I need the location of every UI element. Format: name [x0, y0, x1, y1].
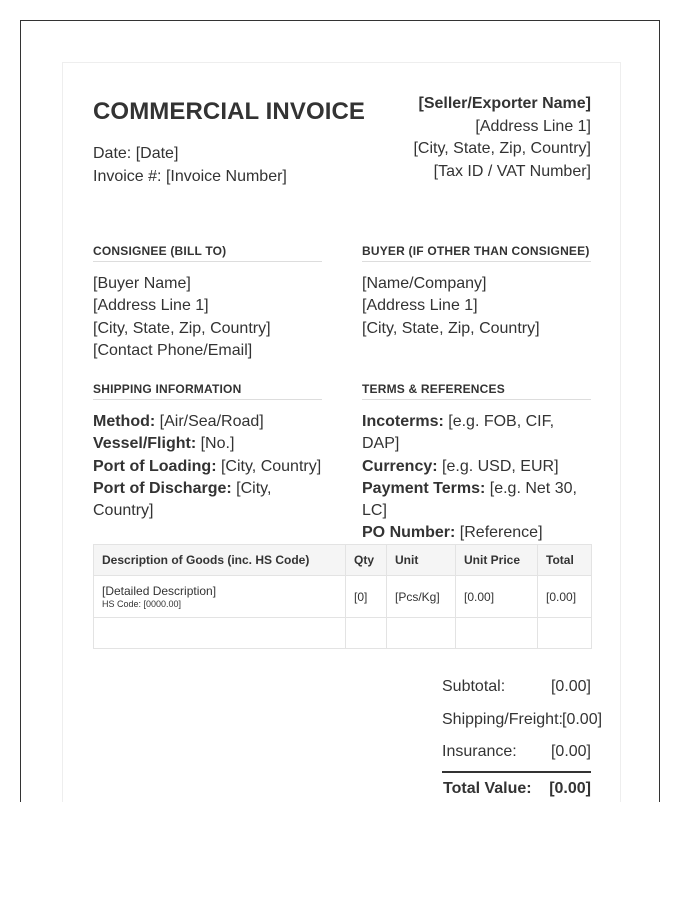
- buyer-line: [City, State, Zip, Country]: [362, 319, 540, 337]
- column-header-description: Description of Goods (inc. HS Code): [94, 545, 346, 576]
- column-header-unit: Unit: [387, 545, 456, 576]
- table-header-row: [94, 545, 592, 576]
- po-value: [Reference]: [459, 524, 543, 542]
- shipping-freight-value: [0.00]: [562, 710, 603, 728]
- seller-address: [Address Line 1]: [475, 117, 591, 135]
- subtotal-label: Subtotal:: [442, 678, 506, 695]
- subtotal-value: [0.00]: [551, 671, 591, 704]
- vessel-label: Vessel/Flight:: [93, 435, 197, 453]
- item-hs-code: HS Code: [0000.00]: [102, 599, 182, 609]
- currency-value: [e.g. USD, EUR]: [442, 457, 559, 475]
- shipping-vessel: [93, 433, 322, 455]
- table-row-empty: [94, 618, 592, 649]
- discharge-label: Port of Discharge:: [93, 479, 232, 497]
- seller-block: [413, 93, 591, 183]
- date-line: [93, 143, 287, 166]
- incoterms-value: [e.g. FOB, CIF, DAP]: [362, 413, 555, 453]
- totals-block: [442, 671, 603, 802]
- method-label: Method:: [93, 413, 156, 430]
- buyer-heading: BUYER (IF OTHER THAN CONSIGNEE): [362, 244, 591, 262]
- method-value: [Air/Sea/Road]: [159, 413, 264, 430]
- shipping-freight-label: Shipping/Freight:: [442, 710, 563, 728]
- consignee-line: [Contact Phone/Email]: [93, 341, 253, 359]
- seller-name: [Seller/Exporter Name]: [418, 95, 591, 112]
- consignee-line: [City, State, Zip, Country]: [93, 319, 271, 337]
- goods-table: [93, 544, 592, 649]
- invoice-number-label: Invoice #:: [93, 167, 162, 185]
- total-cell: [0.00]: [538, 576, 592, 618]
- loading-value: [City, Country]: [220, 457, 322, 475]
- terms-currency: [362, 456, 591, 478]
- unit-cell: [Pcs/Kg]: [387, 576, 456, 618]
- invoice-title: COMMERCIAL INVOICE: [93, 98, 366, 125]
- description-cell: [94, 576, 346, 618]
- empty-cell: [94, 618, 346, 649]
- date-value: [Date]: [135, 145, 179, 162]
- payment-label: Payment Terms:: [362, 479, 486, 497]
- unit-price-cell: [0.00]: [456, 576, 538, 618]
- payment-value: [e.g. Net 30, LC]: [362, 479, 577, 520]
- buyer-line: [Address Line 1]: [362, 297, 478, 315]
- buyer-section: [362, 244, 591, 340]
- column-header-unit-price: Unit Price: [456, 545, 538, 576]
- consignee-section: [93, 244, 322, 362]
- discharge-value: [City, Country]: [93, 479, 272, 520]
- terms-payment: [362, 478, 591, 523]
- empty-cell: [538, 618, 592, 649]
- document-frame: [20, 20, 660, 802]
- currency-label: Currency:: [362, 457, 438, 475]
- loading-label: Port of Loading:: [93, 457, 217, 475]
- incoterms-label: Incoterms:: [362, 413, 444, 430]
- buyer-line: [Name/Company]: [362, 275, 487, 292]
- total-value-amount: [0.00]: [549, 773, 591, 803]
- invoice-page: [62, 62, 621, 802]
- shipping-body: [93, 411, 322, 522]
- item-description: [Detailed Description]: [102, 584, 217, 598]
- invoice-number-line: [93, 166, 287, 189]
- invoice-meta: [93, 143, 287, 188]
- consignee-line: [Address Line 1]: [93, 297, 209, 315]
- terms-incoterms: [362, 411, 591, 456]
- terms-section: [362, 382, 591, 545]
- vessel-value: [No.]: [200, 435, 235, 453]
- terms-heading: TERMS & REFERENCES: [362, 382, 591, 400]
- po-label: PO Number:: [362, 524, 456, 542]
- column-header-qty: Qty: [346, 545, 387, 576]
- shipping-method: [93, 411, 322, 433]
- insurance-row: [442, 736, 591, 769]
- invoice-number-value: [Invoice Number]: [165, 167, 287, 185]
- date-label: Date:: [93, 145, 132, 162]
- terms-po-number: [362, 522, 591, 544]
- insurance-label: Insurance:: [442, 743, 517, 760]
- empty-cell: [387, 618, 456, 649]
- consignee-heading: CONSIGNEE (BILL TO): [93, 244, 322, 262]
- seller-tax-id: [Tax ID / VAT Number]: [433, 162, 591, 180]
- terms-body: [362, 411, 591, 545]
- shipping-port-loading: [93, 456, 322, 478]
- consignee-line: [Buyer Name]: [93, 275, 191, 292]
- subtotal-row: [442, 671, 591, 704]
- shipping-port-discharge: [93, 478, 322, 523]
- shipping-freight-row: [442, 704, 603, 737]
- total-value-row: [442, 771, 591, 803]
- insurance-value: [0.00]: [551, 736, 591, 769]
- empty-cell: [456, 618, 538, 649]
- column-header-total: Total: [538, 545, 592, 576]
- consignee-body: [93, 273, 322, 362]
- seller-city: [City, State, Zip, Country]: [413, 140, 591, 157]
- buyer-body: [362, 273, 591, 340]
- shipping-section: [93, 382, 322, 522]
- empty-cell: [346, 618, 387, 649]
- qty-cell: [0]: [346, 576, 387, 618]
- total-value-label: Total Value:: [443, 779, 532, 797]
- shipping-heading: SHIPPING INFORMATION: [93, 382, 322, 400]
- table-row: [94, 576, 592, 618]
